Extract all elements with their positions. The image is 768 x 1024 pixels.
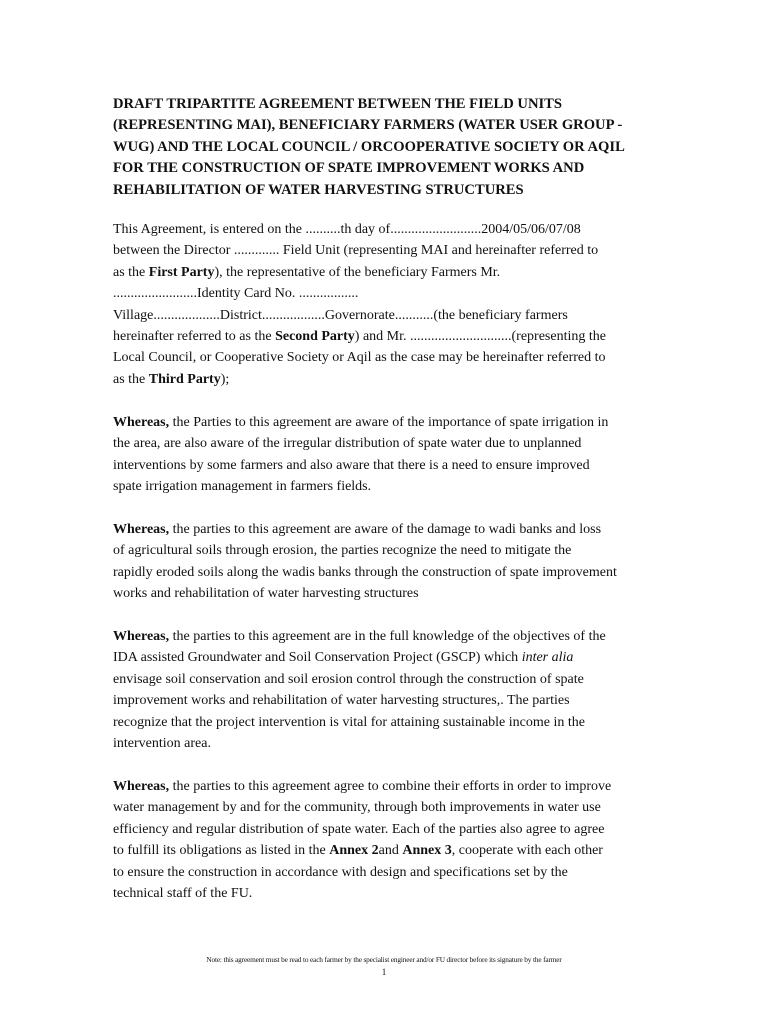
whereas-label: Whereas, — [113, 415, 170, 430]
intro-line-6 — [113, 326, 658, 347]
title-line-2: (REPRESENTING MAI), BENEFICIARY FARMERS (WATER USER GROUP - — [113, 117, 623, 134]
annex-3-label: Annex 3 — [402, 843, 452, 859]
document-title — [113, 94, 653, 201]
whereas3-line-1 — [113, 626, 658, 647]
second-party-label: Second Party — [275, 329, 355, 345]
intro-line-4: ........................Identity Card No. ................. — [113, 286, 359, 302]
whereas-text: to fulfill its obligations as listed in the — [113, 843, 330, 859]
whereas-text: , cooperate with each other — [451, 843, 603, 859]
intro-text: ) and Mr. .............................(representing the — [354, 329, 606, 345]
intro-text: ), the representative of the beneficiary Farmers Mr. — [214, 264, 501, 280]
intro-text: hereinafter referred to as the — [113, 329, 276, 345]
whereas-text: the parties to this agreement are aware of the damage to wadi banks and loss — [169, 522, 602, 537]
whereas3-line-6: intervention area. — [113, 736, 211, 752]
whereas4-line-2: water management by and for the community, through both improvements in water use — [113, 800, 601, 816]
whereas2-line-2: of agricultural soils through erosion, the parties recognize the need to mitigate the — [113, 543, 572, 559]
title-line-4: FOR THE CONSTRUCTION OF SPATE IMPROVEMENT WORKS AND — [113, 160, 585, 177]
whereas4-line-5: to ensure the construction in accordance with design and specifications set by the — [113, 864, 568, 880]
title-line-5: REHABILITATION OF WATER HARVESTING STRUCTURES — [113, 181, 524, 198]
whereas1-line-1 — [113, 412, 658, 433]
intro-line-1: This Agreement, is entered on the ..........th day of..........................2004/05/06/07/08 — [113, 222, 581, 237]
whereas-text: the parties to this agreement are in the full knowledge of the objectives of the — [169, 629, 606, 644]
whereas-text: IDA assisted Groundwater and Soil Conservation Project (GSCP) which — [113, 650, 522, 666]
whereas-text: the parties to this agreement agree to combine their efforts in order to improve — [169, 779, 612, 794]
whereas-text: the Parties to this agreement are aware of the importance of spate irrigation in — [169, 415, 609, 430]
intro-line-3 — [113, 262, 658, 283]
annex-2-label: Annex 2 — [329, 843, 379, 859]
whereas1-line-3: interventions by some farmers and also aware that there is a need to ensure improved — [113, 457, 590, 473]
intro-text: ); — [220, 371, 230, 387]
intro-line-5: Village...................District..................Governorate...........(the beneficiary farmers — [113, 307, 568, 323]
intro-line-7: Local Council, or Cooperative Society or Aqil as the case may be hereinafter referred to — [113, 350, 606, 366]
whereas-paragraph-4 — [113, 776, 658, 904]
whereas2-line-1 — [113, 519, 658, 540]
whereas4-line-6: technical staff of the FU. — [113, 886, 253, 902]
whereas4-line-1 — [113, 776, 658, 797]
whereas1-line-2: the area, are also aware of the irregular distribution of spate water due to unplanned — [113, 436, 582, 452]
whereas-paragraph-3 — [113, 626, 658, 754]
whereas3-line-5: recognize that the project intervention is vital for attaining sustainable income in the — [113, 714, 585, 730]
whereas-paragraph-1 — [113, 412, 658, 498]
intro-paragraph — [113, 219, 658, 390]
intro-line-8 — [113, 369, 658, 390]
title-line-3: WUG) AND THE LOCAL COUNCIL / ORCOOPERATIVE SOCIETY OR AQIL — [113, 138, 625, 155]
whereas-label: Whereas, — [113, 522, 170, 537]
whereas3-line-4: improvement works and rehabilitation of water harvesting structures,. The parties — [113, 693, 570, 709]
intro-text: as the — [113, 371, 149, 387]
whereas1-line-4: spate irrigation management in farmers fields. — [113, 479, 372, 495]
footer-note: Note: this agreement must be read to each farmer by the specialist engineer and/or FU director before its signature by the farmer — [206, 955, 562, 964]
whereas-label: Whereas, — [113, 779, 170, 794]
whereas4-line-4 — [113, 840, 658, 861]
whereas-paragraph-2 — [113, 519, 658, 605]
whereas4-line-3: efficiency and regular distribution of spate water. Each of the parties also agree to agree — [113, 821, 605, 837]
whereas2-line-3: rapidly eroded soils along the wadis banks through the construction of spate improvement — [113, 564, 617, 580]
third-party-label: Third Party — [148, 371, 221, 387]
intro-text: as the — [113, 264, 149, 280]
inter-alia-text: inter alia — [521, 650, 574, 666]
title-line-1: DRAFT TRIPARTITE AGREEMENT BETWEEN THE FIELD UNITS — [113, 96, 563, 112]
page-number: 1 — [381, 967, 387, 977]
whereas-text: and — [378, 843, 403, 859]
whereas3-line-3: envisage soil conservation and soil erosion control through the construction of spate — [113, 671, 584, 687]
whereas3-line-2 — [113, 647, 658, 668]
intro-line-2: between the Director ............. Field Unit (representing MAI and hereinafter referred to — [113, 243, 599, 259]
whereas-label: Whereas, — [113, 629, 170, 644]
first-party-label: First Party — [148, 264, 215, 280]
whereas2-line-4: works and rehabilitation of water harvesting structures — [113, 586, 419, 602]
